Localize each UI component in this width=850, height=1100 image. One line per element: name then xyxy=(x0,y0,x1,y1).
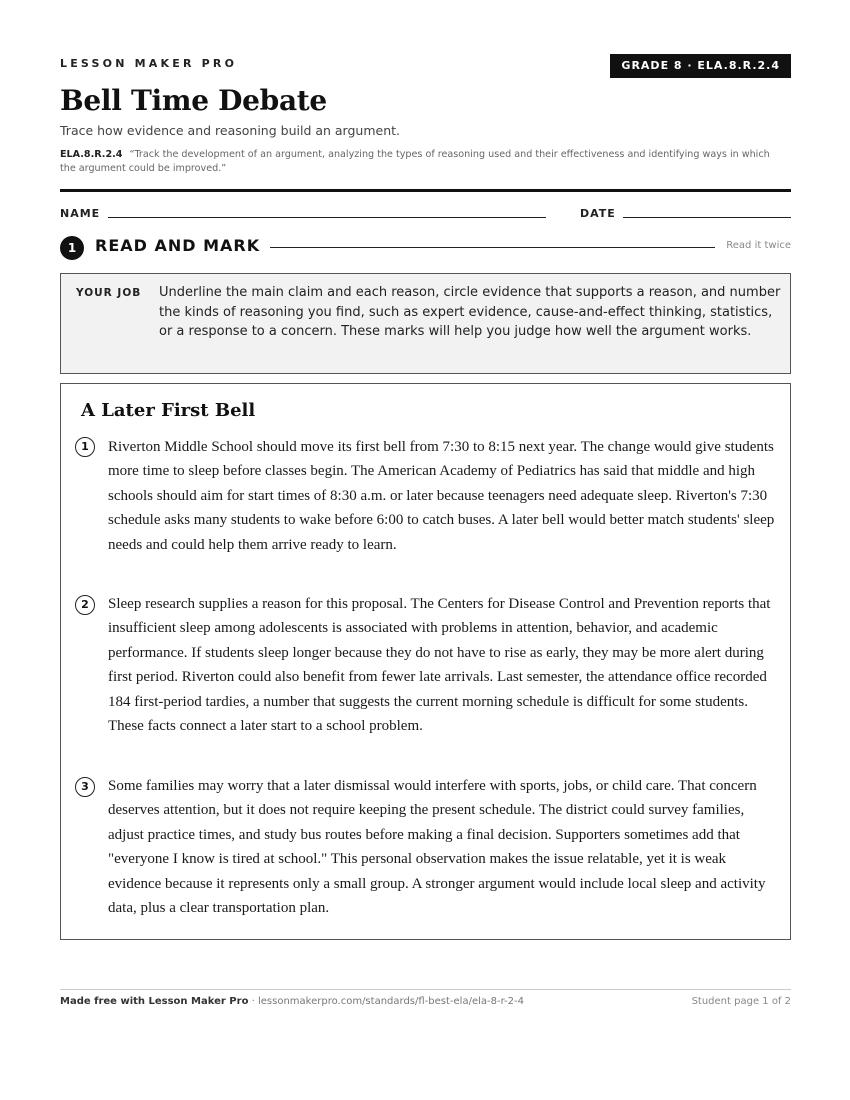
standard-code: ELA.8.R.2.4 xyxy=(60,149,123,160)
paragraph-number-badge: 2 xyxy=(75,595,95,615)
paragraph-number-badge: 3 xyxy=(75,777,95,797)
footer-credit xyxy=(60,996,524,1007)
passage-paragraph: Some families may worry that a later dismissal would interfere with sports, jobs, or child care. That concern deserves attention, but it does not require keeping the present schedule. The district could survey families, adjust practice times, and study bus routes before making a final decision. Supporters sometimes add that "everyone I know is tired at school." This personal observation makes the issue relatable, yet it is weak evidence because it represents only a small group. A stronger argument would include local sleep and activity data, plus a clear transportation plan. xyxy=(108,778,766,917)
worksheet-page xyxy=(60,0,791,1100)
standard-description xyxy=(60,148,780,176)
footer-page-number: Student page 1 of 2 xyxy=(691,996,791,1007)
passage-title: A Later First Bell xyxy=(81,400,256,421)
date-label: DATE xyxy=(580,207,616,220)
passage-box xyxy=(60,383,791,940)
passage-paragraph: Riverton Middle School should move its first bell from 7:30 to 8:15 next year. The change would give students more time to sleep before classes begin. The American Academy of Pediatrics has said that middle and high schools should aim for start times of 8:30 a.m. or later because teenagers need adequate sleep. Riverton's 7:30 schedule asks many students to wake before 6:00 to catch buses. A later bell would better match students' sleep needs and could help them arrive ready to learn. xyxy=(108,439,775,553)
standard-text: “Track the development of an argument, analyzing the types of reasoning used and their effectiveness and identifying ways in which the argument could be improved.” xyxy=(60,149,770,174)
section-hint: Read it twice xyxy=(726,240,791,251)
your-job-label: YOUR JOB xyxy=(76,287,142,299)
your-job-text: Underline the main claim and each reason, circle evidence that supports a reason, and number the kinds of reasoning you find, such as expert evidence, cause-and-effect thinking, statistics, or a response to a concern. These marks will help you judge how well the argument works. xyxy=(159,285,781,339)
date-field[interactable] xyxy=(623,217,791,218)
brand-name: LESSON MAKER PRO xyxy=(60,57,238,70)
section-title: READ AND MARK xyxy=(95,236,261,255)
page-title: Bell Time Debate xyxy=(60,84,327,117)
name-field[interactable] xyxy=(108,217,546,218)
paragraph-number-badge: 1 xyxy=(75,437,95,457)
footer-divider xyxy=(60,989,791,990)
name-label: NAME xyxy=(60,207,101,220)
header-divider xyxy=(60,189,791,192)
footer-url[interactable]: · lessonmakerpro.com/standards/fl-best-ela/ela-8-r-2-4 xyxy=(248,996,524,1007)
section-divider xyxy=(270,247,715,248)
page-subtitle: Trace how evidence and reasoning build an argument. xyxy=(60,123,401,138)
footer-made-with: Made free with Lesson Maker Pro xyxy=(60,996,249,1007)
section-number-badge: 1 xyxy=(60,236,84,260)
your-job-box xyxy=(60,273,791,374)
grade-badge: GRADE 8 · ELA.8.R.2.4 xyxy=(610,54,791,78)
passage-paragraph: Sleep research supplies a reason for this proposal. The Centers for Disease Control and Prevention reports that insufficient sleep among adolescents is associated with problems in attention, behavior, and academic performance. If students sleep longer because they do not have to rise as early, they may be more alert during first period. Riverton could also benefit from fewer late arrivals. Last semester, the attendance office recorded 184 first-period tardies, a number that suggests the current morning schedule is difficult for some students. These facts connect a later start to a school problem. xyxy=(108,596,771,735)
